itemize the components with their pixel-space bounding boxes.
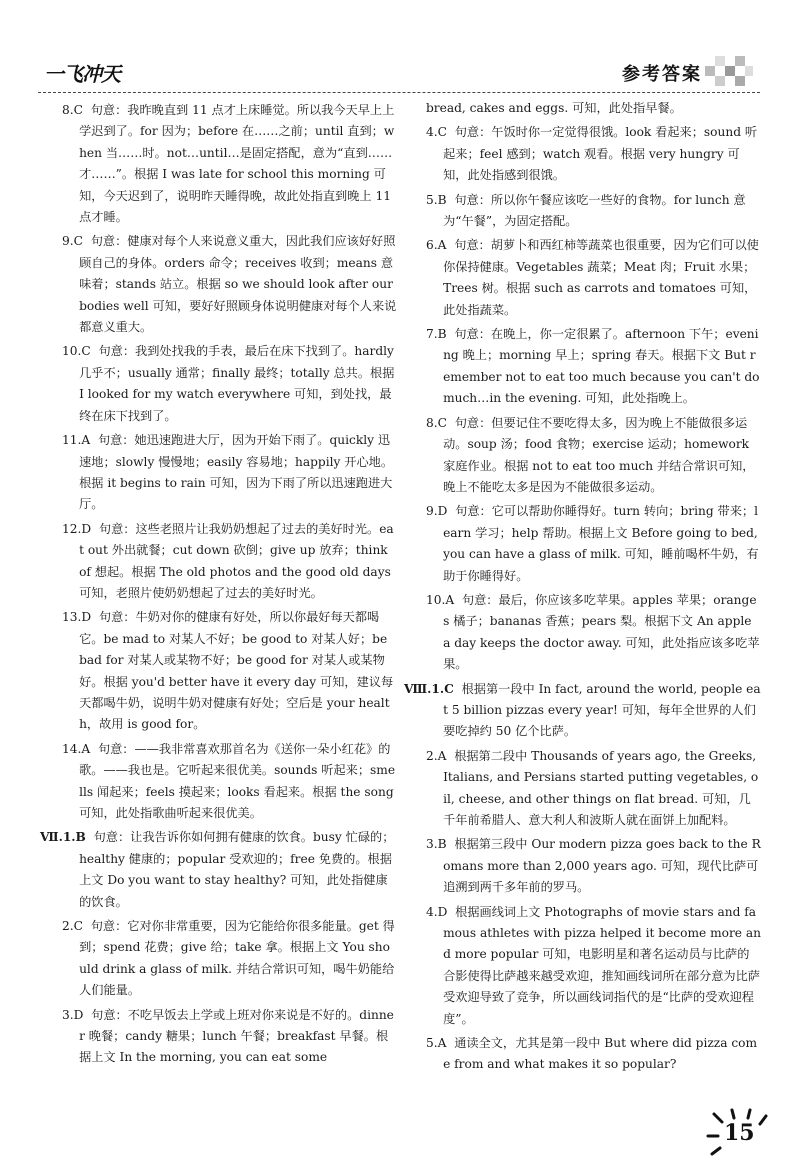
answer-item: 3.D 句意：不吃早饭去上学或上班对你来说是不好的。dinner 晚餐；candy 糖果；lunch 午餐；breakfast 早餐。根据上文 In the morning, you can eat some (62, 1007, 394, 1065)
answer-item: 4.D 根据画线词上文 Photographs of movie stars and famous athletes with pizza helped it become more and more popular 可知，电影明星和著名运动员与比萨的合影使得比萨越来越受欢迎，推知画线词所在部分意为比萨受欢迎导致了竞争，所以画线词指代的是“比萨的受欢迎程度”。 (426, 904, 762, 1026)
section-answer-item: Ⅷ.1.C 根据第一段中 In fact, around the world, people eat 5 billion pizzas every year! 可知，每年全世界的人们要吃掉约 50 亿个比萨。 (404, 681, 761, 739)
answer-item: 8.C 句意：但要记住不要吃得太多，因为晚上不能做很多运动。soup 汤；food 食物；exercise 运动；homework 家庭作业。根据 not to eat too much 并结合常识可知，晚上不能吃太多是因为不能做很多运动。 (426, 415, 755, 494)
answer-item: 9.D 句意：它可以帮助你睡得好。turn 转向；bring 带来；learn 学习；help 帮助。根据上文 Before going to bed, you can have a glass of milk. 可知，睡前喝杯牛奶，有助于你睡得好。 (426, 504, 759, 583)
section-title: 参考答案 (622, 64, 702, 85)
answer-item: 12.D 句意：这些老照片让我奶奶想起了过去的美好时光。eat out 外出就餐；cut down 砍倒；give up 放弃；think of 想起。根据 The old photos and the good old days 可知，老照片使奶奶想起了过去的美好时光。 (62, 521, 394, 600)
answer-item: 10.C 句意：我到处找我的手表，最后在床下找到了。hardly 几乎不；usually 通常；finally 最终；totally 总共。根据 I looked for my watch everywhere 可知，到处找，最终在床下找到了。 (62, 344, 395, 423)
answer-item: 13.D 句意：牛奶对你的健康有好处，所以你最好每天都喝它。be mad to 对某人不好；be good to 对某人好；be bad for 对某人或某物不好；be good for 对某人或某物好。根据 you'd better have it every day 可知，建议每天都喝牛奶，说明牛奶对健康有好处；空后是 your health，故用 is good for。 (62, 610, 394, 732)
answer-item-continued: bread, cakes and eggs. 可知，此处指早餐。 (426, 101, 682, 115)
checker-pattern-icon (705, 56, 753, 90)
answer-item: 3.B 根据第三段中 Our modern pizza goes back to the Romans more than 2,000 years ago. 可知，现代比萨可追溯到两千多年前的罗马。 (426, 837, 761, 895)
right-column (404, 98, 762, 1079)
answer-item: 4.C 句意：午饭时你一定觉得很饿。look 看起来；sound 听起来；feel 感到；watch 观看。根据 very hungry 可知，此处指感到很饿。 (426, 125, 758, 183)
answer-item: 2.A 根据第二段中 Thousands of years ago, the Greeks, Italians, and Persians started putting vegetables, oil, cheese, and other things on flat bread. 可知，几千年前希腊人、意大利人和波斯人就在面饼上加配料。 (426, 748, 759, 827)
answer-item: 6.A 句意：胡萝卜和西红柿等蔬菜也很重要，因为它们可以使你保持健康。Vegetables 蔬菜；Meat 肉；Fruit 水果；Trees 树。根据 such as carrots and tomatoes 可知，此处指蔬菜。 (426, 238, 759, 317)
section-answer-item: Ⅶ.1.B 句意：让我告诉你如何拥有健康的饮食。busy 忙碌的；healthy 健康的；popular 受欢迎的；free 免费的。根据上文 Do you want to stay healthy? 可知，此处指健康的饮食。 (40, 830, 395, 909)
answer-item: 14.A 句意：——我非常喜欢那首名为《送你一朵小红花》的歌。——我也是。它听起来很优美。sounds 听起来；smells 闻起来；feels 摸起来；looks 看起来。根据 the song 可知，此处指歌曲听起来很优美。 (62, 741, 396, 820)
answer-item: 5.A 通读全文，尤其是第一段中 But where did pizza come from and what makes it so popular? (426, 1036, 758, 1072)
page-number-badge (704, 1108, 776, 1160)
answer-item: 11.A 句意：她迅速跑进大厅，因为开始下雨了。quickly 迅速地；slowly 慢慢地；easily 容易地；happily 开心地。根据 it begins to rain 可知，因为下雨了所以迅速跑进大厅。 (62, 433, 394, 512)
answer-item: 10.A 句意：最后，你应该多吃苹果。apples 苹果；oranges 橘子；bananas 香蕉；pears 梨。根据下文 An apple a day keeps the doctor away. 可知，此处指应该多吃苹果。 (426, 592, 760, 672)
brand-logo: 一飞冲天 (44, 62, 120, 86)
answer-item: 2.C 句意：它对你非常重要，因为它能给你很多能量。get 得到；spend 花费；give 给；take 拿。根据上文 You should drink a glass of milk. 并结合常识可知，喝牛奶能给人们能量。 (62, 919, 395, 998)
page-header (0, 0, 800, 100)
answer-item: 9.C 句意：健康对每个人来说意义重大，因此我们应该好好照顾自己的身体。orders 命令；receives 收到；means 意味着；stands 站立。根据 so we should look after our bodies well 可知，要好好照顾身体说明健康对每个人来说都意义重大。 (62, 234, 397, 335)
answer-item: 5.B 句意：所以你午餐应该吃一些好的食物。for lunch 意为“午餐”，为固定搭配。 (426, 192, 746, 229)
answer-item: 8.C 句意：我昨晚直到 11 点才上床睡觉。所以我今天早上上学迟到了。for 因为；before 在……之前；until 直到；when 当……时。not…until…是固定搭配，意为“直到……才……”。根据 I was late for school this morning 可知，今天迟到了，说明昨天睡得晚，故此处指直到晚上 11 点才睡。 (62, 103, 395, 225)
header-divider (38, 92, 760, 93)
left-column (40, 100, 397, 1072)
page-number: 15 (724, 1120, 755, 1146)
answer-item: 7.B 句意：在晚上，你一定很累了。afternoon 下午；evening 晚上；morning 早上；spring 春天。根据下文 But remember not to eat too much because you can't do much…in the evening. 可知，此处指晚上。 (426, 327, 760, 406)
